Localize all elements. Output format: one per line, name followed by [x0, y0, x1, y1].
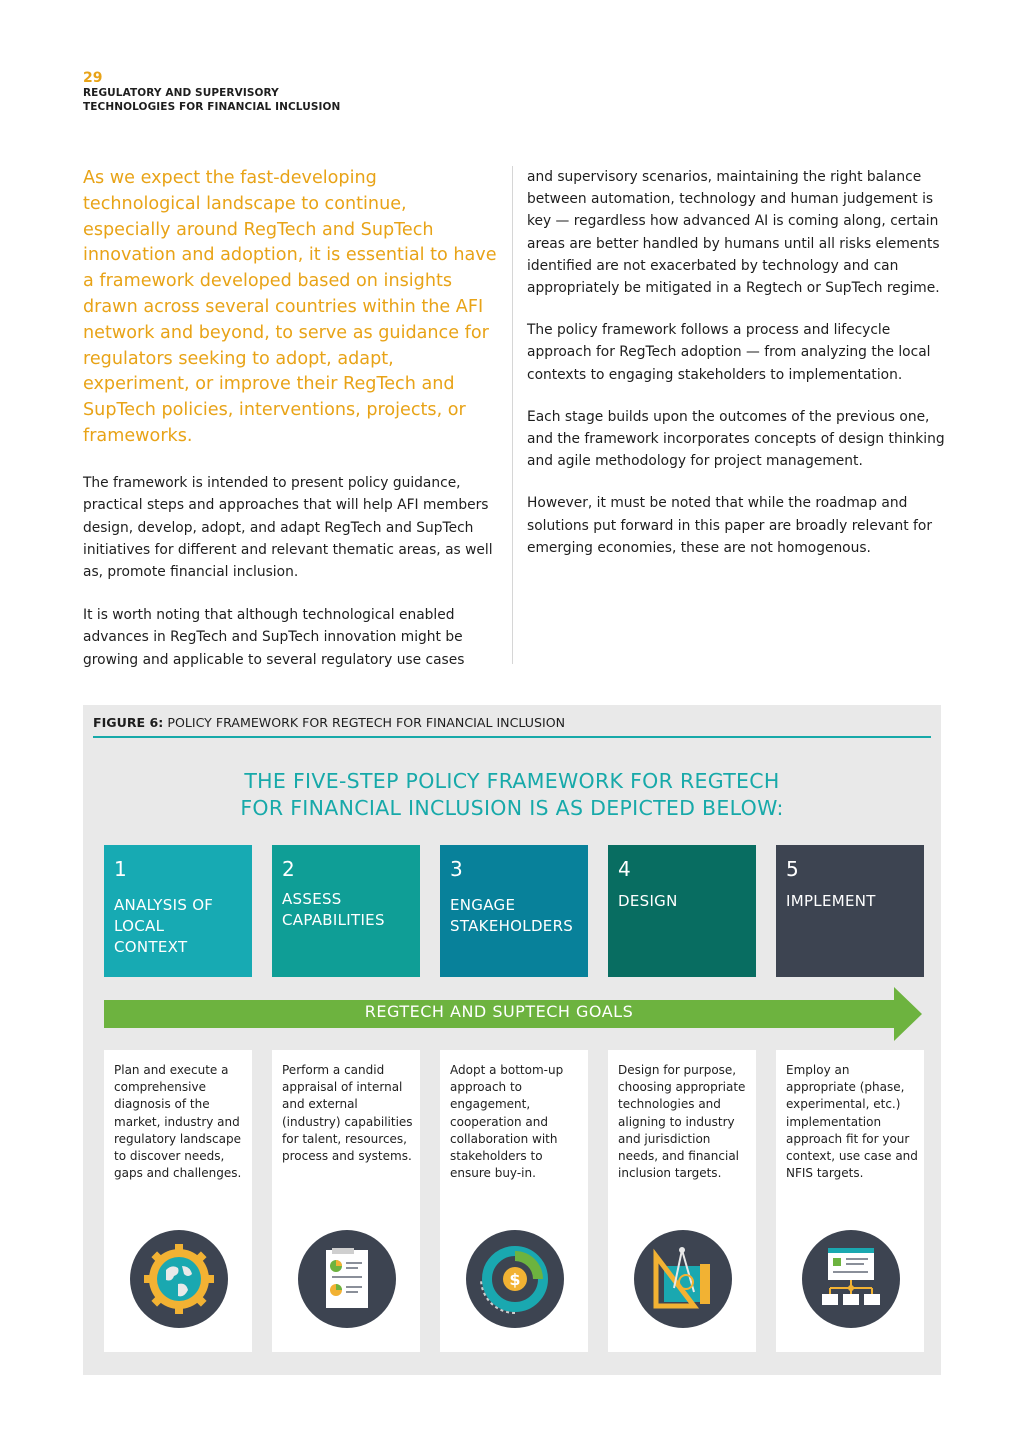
page-number: 29 — [83, 70, 103, 86]
page-header — [83, 70, 340, 114]
svg-text:$: $ — [509, 1270, 521, 1289]
column-divider — [512, 166, 513, 664]
body-paragraph: However, it must be noted that while the roadmap and solutions put forward in this paper are broadly relevant for emerging economies, these are not homogenous. — [527, 495, 933, 556]
right-column — [527, 166, 947, 579]
step-card-2 — [272, 1050, 420, 1352]
running-title-line1: REGULATORY AND SUPERVISORY — [83, 87, 279, 99]
goals-arrow-label: REGTECH AND SUPTECH GOALS — [364, 1002, 634, 1021]
step-number: 1 — [114, 857, 127, 881]
globe-gear-icon — [130, 1230, 228, 1328]
step-number: 3 — [450, 857, 463, 881]
step-card-4 — [608, 1050, 756, 1352]
step-number: 4 — [618, 857, 631, 881]
step-card-1 — [104, 1050, 252, 1352]
step-card-3 — [440, 1050, 588, 1352]
figure-6 — [83, 705, 941, 1375]
step-box-3 — [440, 845, 588, 977]
step-card-5 — [776, 1050, 924, 1352]
step-label: DESIGN — [618, 892, 678, 910]
dollar-chart-icon — [466, 1230, 564, 1328]
step-box-1 — [104, 845, 252, 977]
figure-caption-text: POLICY FRAMEWORK FOR REGTECH FOR FINANCIAL INCLUSION — [163, 715, 566, 730]
figure-caption-label: FIGURE 6: — [93, 715, 164, 730]
step-label: IMPLEMENT — [786, 892, 876, 910]
report-document-icon — [298, 1230, 396, 1328]
body-paragraph: The policy framework follows a process and lifecycle approach for RegTech adoption — from analyzing the local contexts to engaging stakeholders to implementation. — [527, 322, 931, 383]
step-box-2 — [272, 845, 420, 977]
figure-title-line1: THE FIVE-STEP POLICY FRAMEWORK FOR REGTECH — [244, 769, 780, 793]
caption-rule — [93, 736, 931, 738]
figure-caption — [93, 715, 565, 730]
running-title-line2: TECHNOLOGIES FOR FINANCIAL INCLUSION — [83, 101, 341, 113]
step-label: ASSESS CAPABILITIES — [282, 890, 385, 929]
step-number: 5 — [786, 857, 799, 881]
design-tools-icon — [634, 1230, 732, 1328]
figure-title — [83, 768, 941, 822]
step-description: Plan and execute a comprehensive diagnosis of the market, industry and regulatory landscape to discover needs, gaps and challenges. — [114, 1063, 242, 1181]
figure-title-line2: FOR FINANCIAL INCLUSION IS AS DEPICTED BELOW: — [240, 796, 784, 820]
lead-paragraph: As we expect the fast-developing technological landscape to continue, especially around RegTech and SupTech innovation and adoption, it is essential to have a framework developed based on insights drawn across several countries within the AFI network and beyond, to serve as guidance for regulators seeking to adopt, adapt, experiment, or improve their RegTech and SupTech policies, interventions, projects, or frameworks. — [83, 168, 497, 446]
body-paragraph: It is worth noting that although technological enabled advances in RegTech and SupTech innovation might be growing and applicable to several regulatory use cases — [83, 606, 465, 668]
left-column — [83, 166, 498, 691]
network-diagram-icon — [802, 1230, 900, 1328]
body-paragraph: Each stage builds upon the outcomes of the previous one, and the framework incorporates concepts of design thinking and agile methodology for project management. — [527, 408, 945, 470]
step-number: 2 — [282, 857, 295, 881]
body-paragraph: The framework is intended to present policy guidance, practical steps and approaches that will help AFI members design, develop, adopt, and adapt RegTech and SupTech initiatives for different and relevant thematic areas, as well as, promote financial inclusion. — [83, 474, 493, 581]
step-label: ENGAGE STAKEHOLDERS — [450, 896, 574, 935]
body-paragraph: and supervisory scenarios, maintaining the right balance between automation, technology and human judgement is key — regardless how advanced AI is coming along, certain areas are better handled by humans until all risks elements identified are not exacerbated by technology and can appropriately be mitigated in a Regtech or SupTech regime. — [527, 169, 940, 297]
step-description: Adopt a bottom-up approach to engagement, cooperation and collaboration with stakeholders to ensure buy-in. — [450, 1063, 564, 1181]
step-box-5 — [776, 845, 924, 977]
step-description: Perform a candid appraisal of internal and external (industry) capabilities for talent, resources, process and systems. — [282, 1063, 413, 1164]
step-description: Design for purpose, choosing appropriate technologies and aligning to industry and jurisdiction needs, and financial inclusion targets. — [618, 1063, 746, 1181]
step-label: ANALYSIS OF LOCAL CONTEXT — [114, 896, 214, 956]
step-box-4 — [608, 845, 756, 977]
step-description: Employ an appropriate (phase, experimental, etc.) implementation approach fit for your context, use case and NFIS targets. — [786, 1063, 918, 1181]
